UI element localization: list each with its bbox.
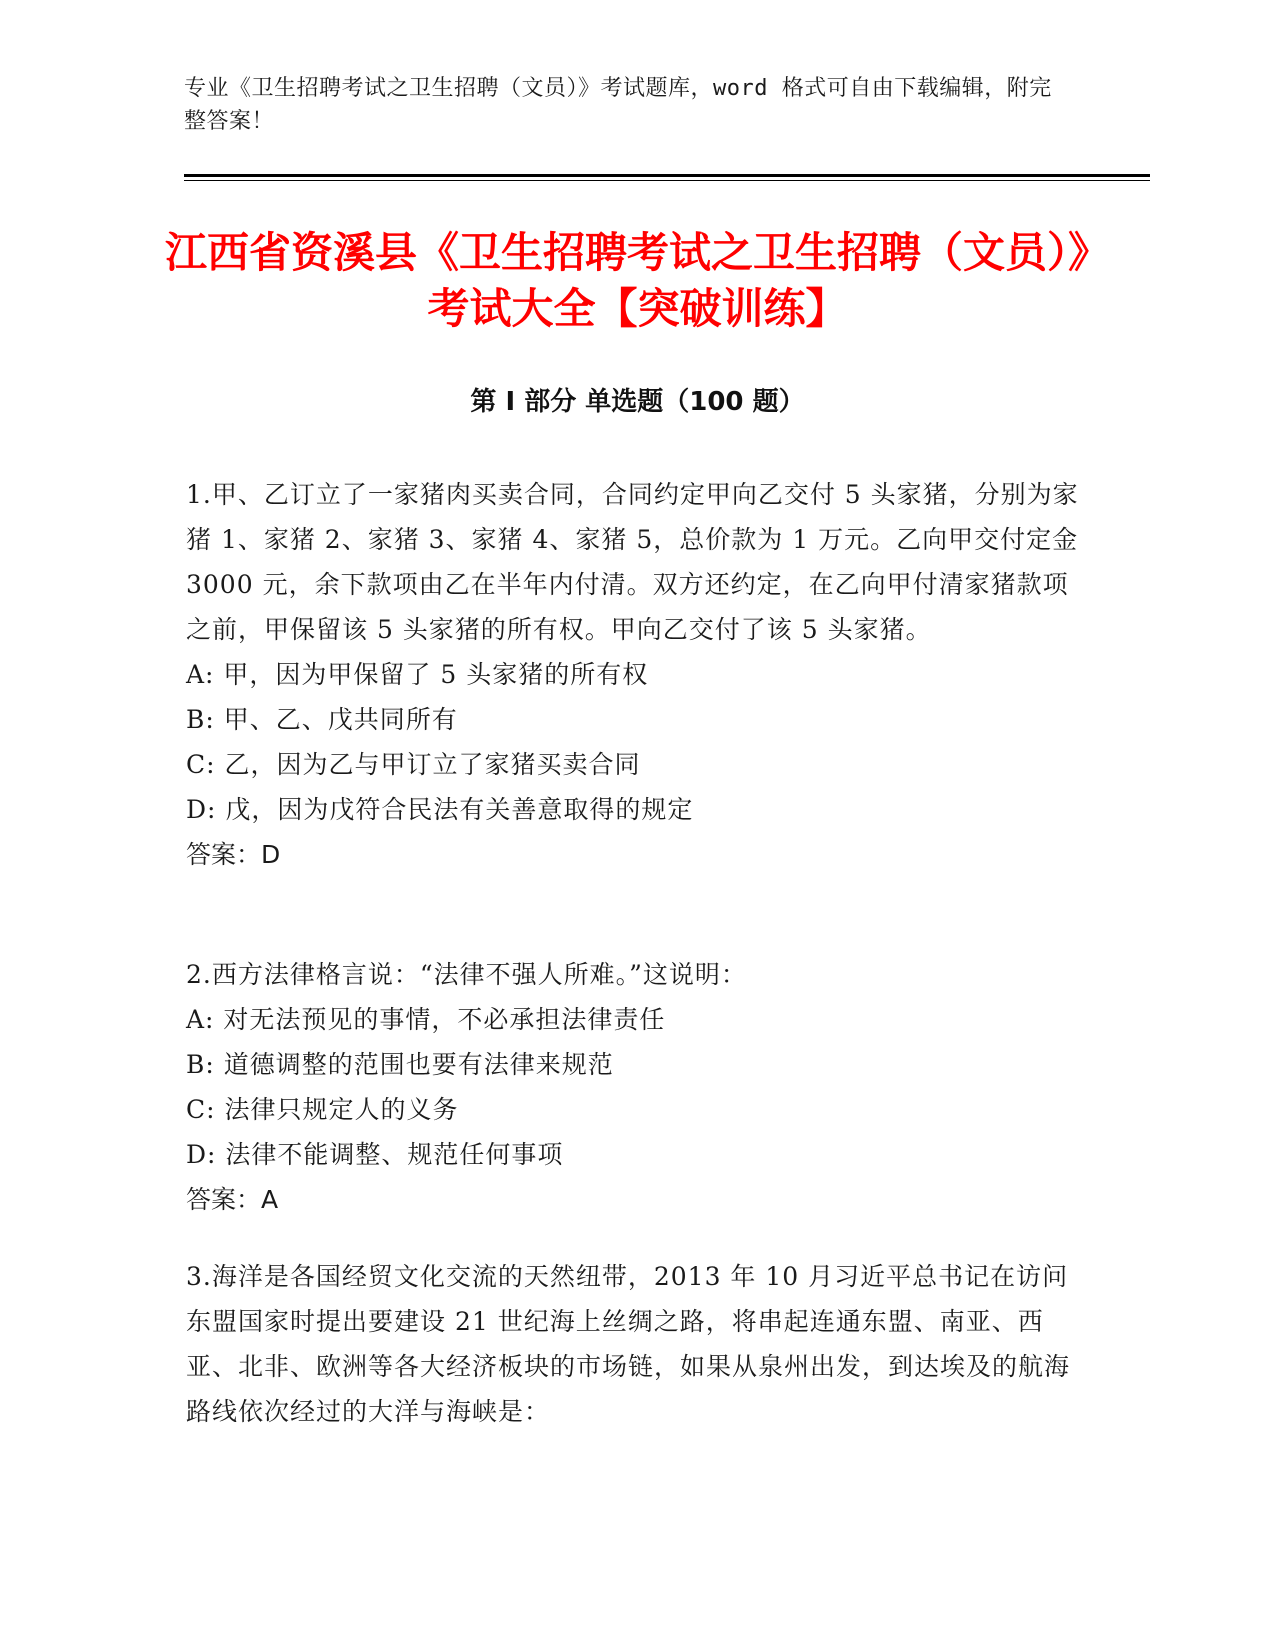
option-c: C: 法律只规定人的义务 (186, 1095, 459, 1124)
question-3 (186, 1254, 1086, 1434)
header-divider-thin (184, 180, 1150, 181)
question-stem: 3.海洋是各国经贸文化交流的天然纽带，2013 年 10 月习近平总书记在访问东盟国家时提出要建设 21 世纪海上丝绸之路，将串起连通东盟、南亚、西亚、北非、欧洲等各大经济板块的市场链，如果从泉州出发，到达埃及的航海路线依次经过的大洋与海峡是： (186, 1262, 1071, 1426)
option-c: C: 乙，因为乙与甲订立了家猪买卖合同 (186, 750, 641, 779)
option-d: D: 法律不能调整、规范任何事项 (186, 1140, 564, 1169)
option-a: A: 甲，因为甲保留了 5 头家猪的所有权 (186, 660, 649, 689)
answer: 答案：A (186, 1185, 279, 1214)
option-b: B: 道德调整的范围也要有法律来规范 (186, 1050, 614, 1079)
answer: 答案：D (186, 840, 281, 869)
option-d: D: 戊，因为戊符合民法有关善意取得的规定 (186, 795, 694, 824)
option-a: A: 对无法预见的事情，不必承担法律责任 (186, 1005, 666, 1034)
question-1 (186, 472, 1086, 877)
header-note: 专业《卫生招聘考试之卫生招聘（文员）》考试题库，word 格式可自由下载编辑，附完整答案！ (184, 76, 1052, 134)
document-title: 江西省资溪县《卫生招聘考试之卫生招聘（文员）》考试大全【突破训练】 (164, 228, 1110, 333)
option-b: B: 甲、乙、戊共同所有 (186, 705, 458, 734)
question-stem: 2.西方法律格言说：“法律不强人所难。”这说明： (186, 960, 747, 989)
section-title: 第 I 部分 单选题（100 题） (470, 387, 805, 417)
header-divider-thick (184, 174, 1150, 177)
question-stem: 1.甲、乙订立了一家猪肉买卖合同，合同约定甲向乙交付 5 头家猪，分别为家猪 1、家猪 2、家猪 3、家猪 4、家猪 5，总价款为 1 万元。乙向甲交付定金 3000 元，余下款项由乙在半年内付清。双方还约定，在乙向甲付清家猪款项之前，甲保留该 5 头家猪的所有权。甲向乙交付了该 5 头家猪。 (186, 480, 1079, 644)
question-2 (186, 952, 1086, 1222)
